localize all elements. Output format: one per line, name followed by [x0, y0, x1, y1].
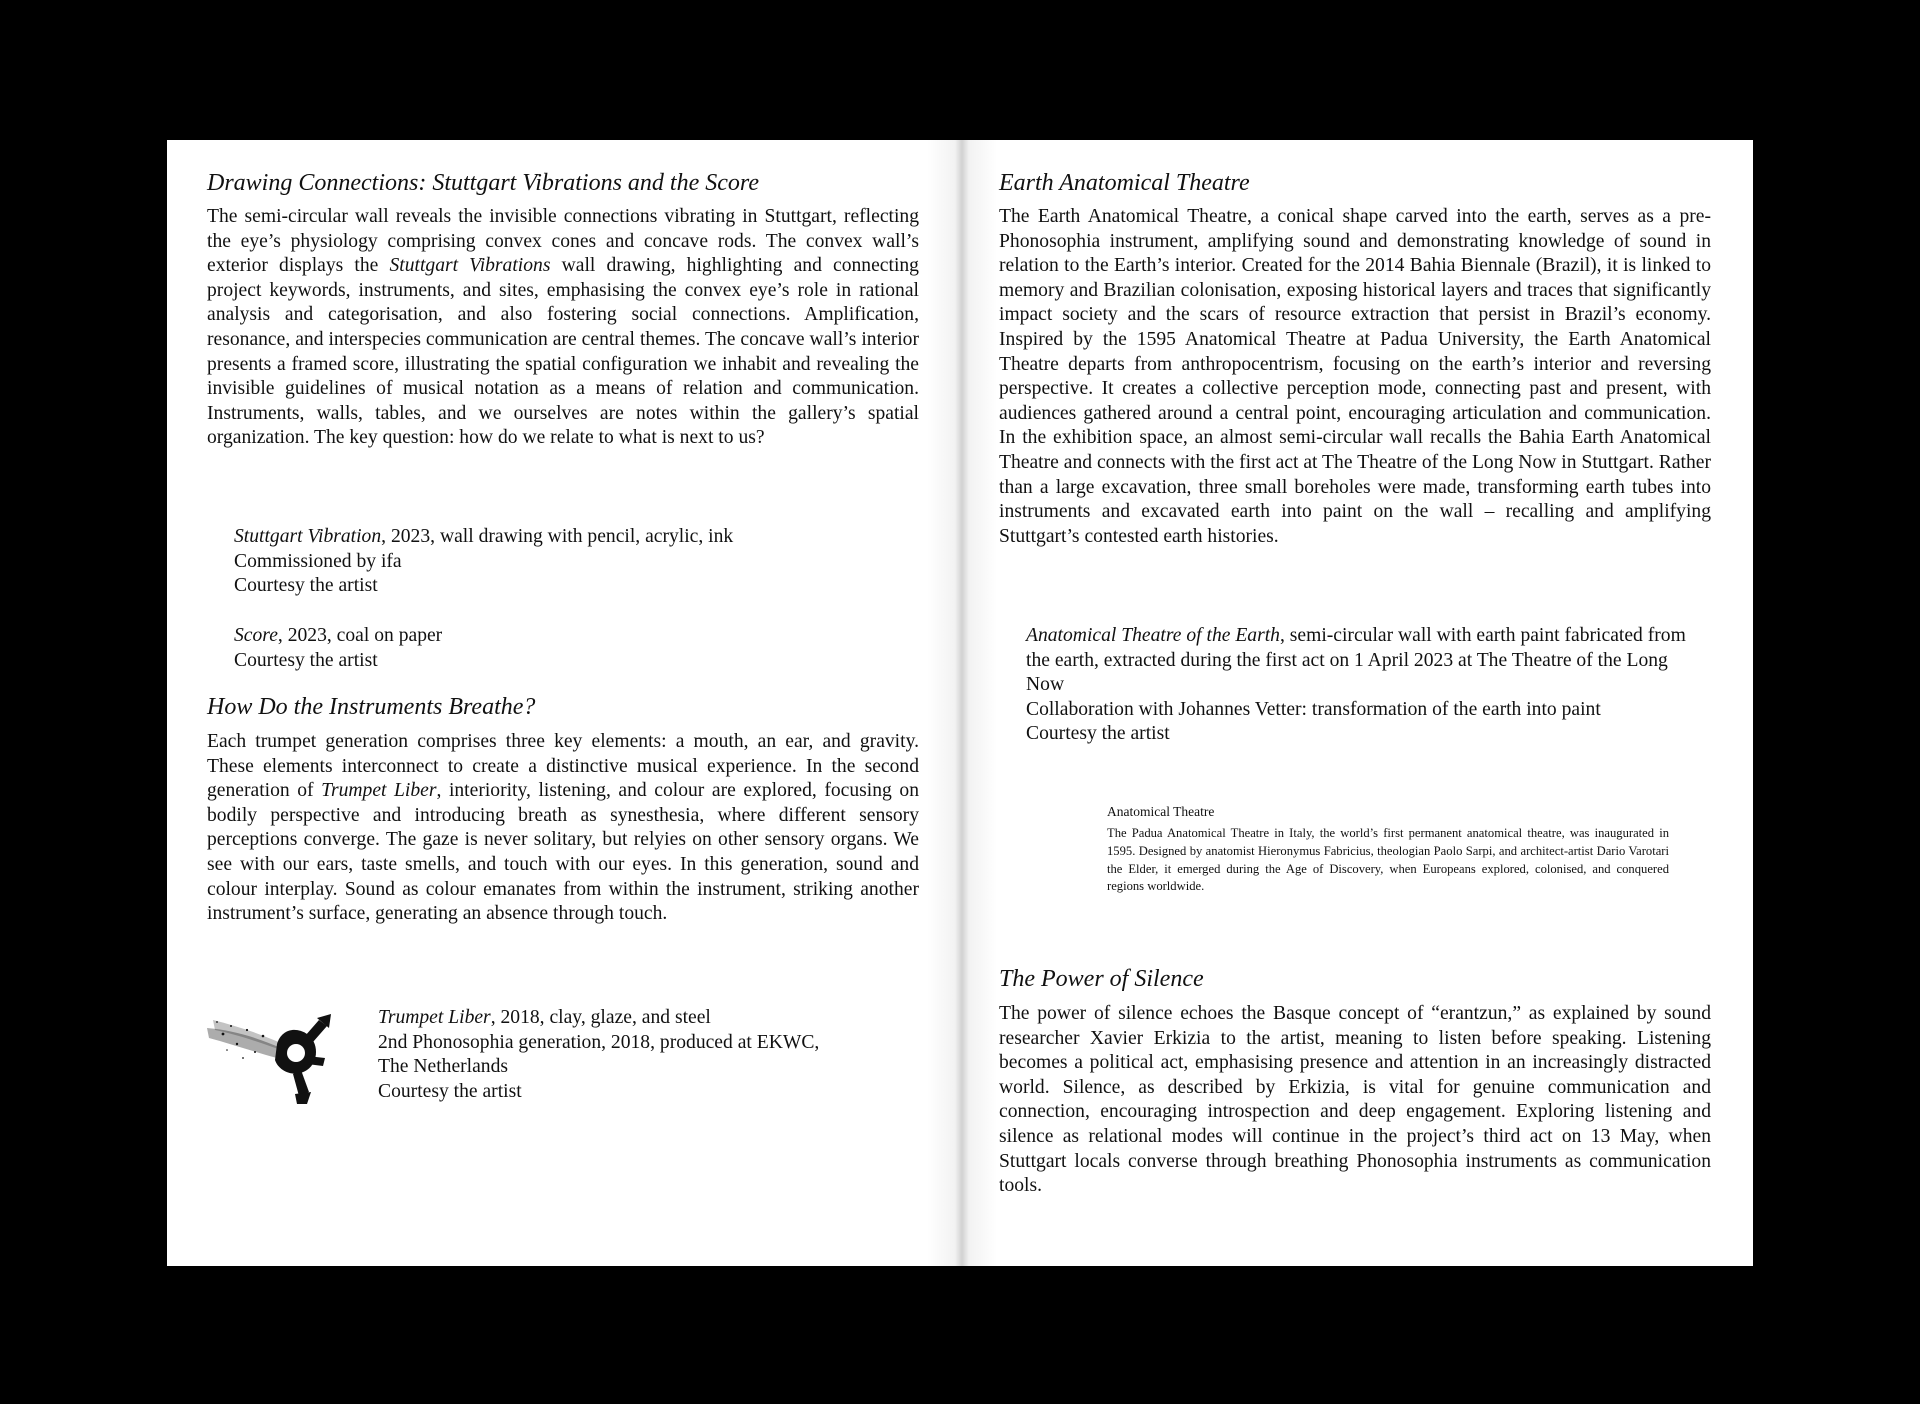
- trumpet-liber-image: [203, 1000, 343, 1110]
- caption-title: Trumpet Liber: [378, 1007, 491, 1028]
- heading-drawing-connections: Drawing Connections: Stuttgart Vibrations and the Score: [207, 170, 759, 196]
- caption-text: , 2018, clay, glaze, and steel: [490, 1007, 711, 1028]
- caption-text: , 2023, wall drawing with pencil, acrylic, ink: [381, 526, 734, 547]
- book-spread: [167, 140, 1753, 1266]
- paragraph-drawing-connections: [207, 205, 919, 451]
- caption-title: Score: [234, 625, 278, 646]
- book-gutter: [927, 140, 997, 1266]
- heading-instruments-breathe: How Do the Instruments Breathe?: [207, 694, 536, 720]
- heading-power-of-silence: The Power of Silence: [999, 966, 1204, 992]
- caption-score: [234, 624, 914, 673]
- caption-line: Courtesy the artist: [1026, 723, 1170, 745]
- caption-line: Courtesy the artist: [234, 649, 378, 671]
- paragraph-instruments-breathe: [207, 730, 919, 927]
- caption-line: Courtesy the artist: [234, 575, 378, 597]
- caption-line: The Netherlands: [378, 1056, 509, 1078]
- caption-line: Collaboration with Johannes Vetter: transformation of the earth into paint: [1026, 698, 1601, 720]
- caption-text: , 2023, coal on paper: [277, 625, 443, 646]
- heading-earth-anatomical-theatre: Earth Anatomical Theatre: [999, 170, 1250, 196]
- caption-trumpet-liber: [378, 1006, 938, 1104]
- paragraph-italic-title: Stuttgart Vibrations: [389, 255, 551, 277]
- paragraph-text: Each trumpet generation comprises three key elements: a mouth, an ear, and gravity. These elements interconnect to create a distinctive musical experience. In the second generation of: [207, 731, 919, 802]
- paragraph-text: , interiority, listening, and colour are explored, focusing on bodily perspective and introducing breath as synesthesia, where different sensory perceptions converge. The gaze is never solitary, but relyies on other sensory organs. We see with our ears, taste smells, and touch with our eyes. In this generation, sound and colour interplay. Sound as colour emanates from within the instrument, striking another instrument’s surface, generating an absence through touch.: [207, 780, 919, 925]
- caption-line: 2nd Phonosophia generation, 2018, produced at EKWC,: [378, 1031, 820, 1053]
- caption-text: , semi-circular wall with earth paint fabricated from the earth, extracted during the first act on 1 April 2023 at The Theatre of the Long Now: [1026, 625, 1686, 696]
- sidenote-title: Anatomical Theatre: [1107, 804, 1215, 819]
- caption-line: Courtesy the artist: [378, 1080, 522, 1102]
- right-page: [959, 140, 1753, 1266]
- paragraph-text: wall drawing, highlighting and connecting project keywords, instruments, and sites, emphasising the convex eye’s role in rational analysis and categorisation, and also fostering social connections. Amplification, resonance, and interspecies communication are central themes. The concave wall’s interior presents a framed score, illustrating the spatial configuration we inhabit and revealing the invisible guidelines of musical notation as a means of relation and communication. Instruments, walls, tables, and we ourselves are notes within the gallery’s spatial organization. The key question: how do we relate to what is next to us?: [207, 255, 919, 449]
- left-page: [167, 140, 959, 1266]
- sidenote-anatomical-theatre: [1107, 803, 1669, 896]
- sidenote-body: The Padua Anatomical Theatre in Italy, the world’s first permanent anatomical theatre, was inaugurated in 1595. Designed by anatomist Hieronymus Fabricius, theologian Paolo Sarpi, and architect-artist Dario Varotari the Elder, it emerged during the Age of Discovery, when Europeans explored, colonised, and conquered regions worldwide.: [1107, 826, 1669, 894]
- caption-stuttgart-vibration: [234, 525, 914, 599]
- caption-anatomical-theatre-of-the-earth: [1026, 624, 1706, 747]
- paragraph-earth-anatomical-theatre: The Earth Anatomical Theatre, a conical shape carved into the earth, serves as a pre-Phonosophia instrument, amplifying sound and demonstrating knowledge of sound in relation to the Earth’s interior. Created for the 2014 Bahia Biennale (Brazil), it is linked to memory and Brazilian colonisation, exposing historical layers and traces that significantly impact society and the scars of resource extraction that persist in Brazil’s economy. Inspired by the 1595 Anatomical Theatre at Padua University, the Earth Anatomical Theatre departs from anthropocentrism, focusing on the earth’s interior and reversing perspective. It creates a collective perception mode, connecting past and present, with audiences gathered around a central point, encouraging articulation and communication. In the exhibition space, an almost semi-circular wall recalls the Bahia Earth Anatomical Theatre and connects with the first act at The Theatre of the Long Now in Stuttgart. Rather than a large excavation, three small boreholes were made, transforming earth tubes into instruments and excavated earth into paint on the wall – recalling and amplifying Stuttgart’s contested earth histories.: [999, 206, 1711, 547]
- paragraph-power-of-silence: The power of silence echoes the Basque concept of “erantzun,” as explained by sound researcher Xavier Erkizia to the artist, meaning to listen before speaking. Listening becomes a political act, emphasising presence and attention in an increasingly distracted world. Silence, as described by Erkizia, is vital for genuine communication and connection, encouraging introspection and deep engagement. Exploring listening and silence as relational modes will continue in the project’s third act on 13 May, when Stuttgart locals converse through breathing Phonosophia instruments as communication tools.: [999, 1003, 1711, 1197]
- paragraph-italic-title: Trumpet Liber: [321, 780, 437, 802]
- paragraph-text: The semi-circular wall reveals the invisible connections vibrating in Stuttgart, reflecting the eye’s physiology comprising convex cones and concave rods. The convex wall’s exterior displays the: [207, 206, 919, 277]
- caption-line: Commissioned by ifa: [234, 550, 402, 572]
- caption-title: Stuttgart Vibration: [234, 526, 382, 547]
- caption-title: Anatomical Theatre of the Earth: [1026, 625, 1280, 646]
